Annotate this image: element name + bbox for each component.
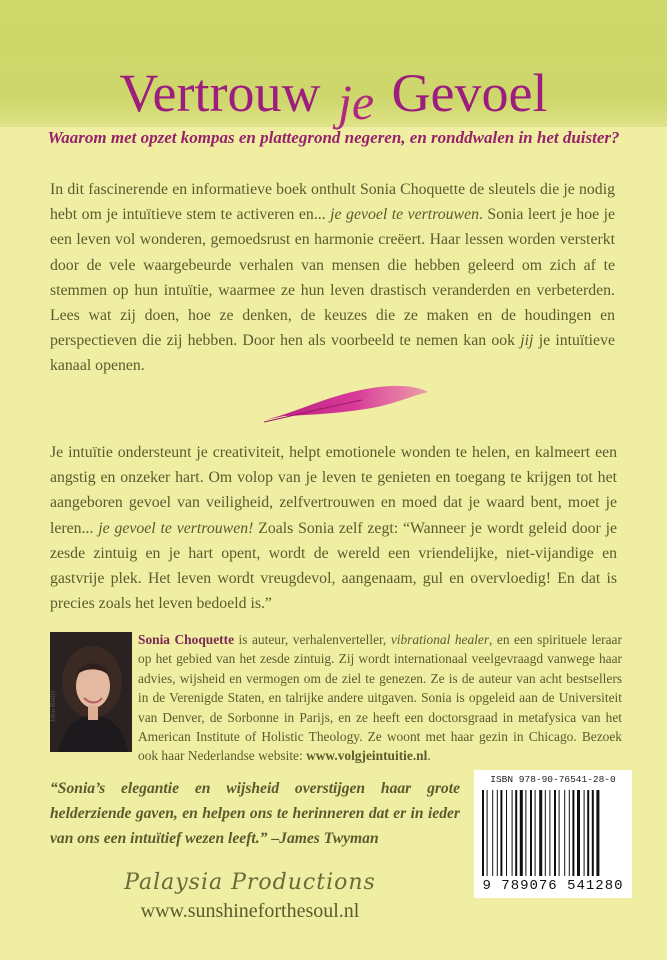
bio-end: .: [427, 748, 431, 764]
feather-icon: [262, 380, 432, 424]
title-part-3: Gevoel: [391, 63, 548, 123]
book-title: [0, 58, 667, 128]
photo-credit: John Reilly: [49, 689, 57, 723]
author-website-link[interactable]: www.volgjeintuitie.nl: [306, 748, 428, 764]
bio-text-c: , en een spirituele leraar op het gebied van het zesde zintuig. Zij wordt internationaal veelgevraagd vanwege haar advies, wijsheid en vermogen om de ziel te genezen. Ze is de auteur van acht bestsellers in de Verenigde Staten, en talrijke andere uitgaven. Sonia is opgeleid aan de Universiteit van Denver, de Sorbonne in Parijs, en ze heeft een doctorsgraad in metafysica van het American Institute of Holistic Theology. Ze woont met haar gezin in Chicago. Bezoek ook haar Nederlandse website:: [138, 632, 622, 764]
author-bio: [138, 630, 622, 766]
publisher-website-link[interactable]: www.sunshineforthesoul.nl: [140, 900, 360, 922]
subtitle: Waarom met opzet kompas en plattegrond negeren, en ronddwalen in het duister?: [47, 128, 620, 147]
publisher-logo: Palaysia Productions: [124, 870, 376, 895]
intro-paragraph: [50, 177, 615, 379]
intro-text-a: In dit fascinerende en informatieve boek onthult Sonia Choquette de sleutels die je nodig hebt om je intuïtieve stem te activeren en...: [50, 181, 615, 224]
quote-author: –James Twyman: [271, 830, 379, 847]
intro-text-e: je intuïtieve kanaal openen.: [50, 332, 615, 375]
isbn-label: ISBN 978-90-76541-28-0: [490, 774, 616, 785]
intro-emphasis: je gevoel te vertrouwen: [330, 206, 479, 224]
quote-text: “Sonia’s elegantie en wijsheid overstijgen haar grote helderziende gaven, en helpen ons te herinneren dat er in ieder van ons een intuïtief wezen leeft.”: [50, 780, 460, 847]
intro-emphasis-jij: jij: [520, 332, 534, 350]
bio-emphasis: vibrational healer: [390, 632, 490, 647]
title-part-2: je: [337, 74, 375, 130]
intro-text-c: . Sonia leert je hoe je een leven vol wonderen, gemoedsrust en harmonie creëert. Haar lessen worden versterkt door de vele waargebeurde verhalen van mensen die hebben geleerd om zich af te stemmen op hun intuïtie, waarmee ze hun leven drastisch veranderden en verbeterden. Lees wat zij doen, hoe ze denken, de keuzes die ze maken en de houdingen en perspectieven die zij hebben. Door hen als voorbeeld te nemen kan ook: [50, 206, 615, 350]
second-emphasis: je gevoel te vertrouwen!: [98, 519, 254, 537]
author-photo: [50, 632, 132, 752]
author-name: Sonia Choquette: [138, 632, 235, 647]
second-text-a: Je intuïtie ondersteunt je creativiteit, helpt emotionele wonden te helen, en kalmeert een angstig en onzeker hart. Om volop van je leven te genieten en toegang te krijgen tot het aangeboren gevoel van veiligheid, zelfvertrouwen en moed dat je waard bent, moet je leren...: [50, 444, 617, 537]
barcode-box: [474, 770, 632, 898]
barcode-number: 9 789076 541280: [482, 878, 624, 894]
endorsement-quote: [50, 776, 460, 851]
barcode-icon: [480, 790, 626, 876]
bio-text-a: is auteur, verhalenverteller,: [238, 632, 387, 647]
title-part-1: Vertrouw: [119, 63, 321, 123]
second-text-c: Zoals Sonia zelf zegt: “Wanneer je wordt geleid door je zesde zintuig en je hart opent, wordt de wereld een vriendelijke, niet-vijandige en gastvrije plek. Het leven wordt vreugdevol, aangenaam, gul en overvloedig! En dat is precies zoals het leven bedoeld is.”: [50, 519, 618, 613]
second-paragraph: [50, 440, 617, 616]
